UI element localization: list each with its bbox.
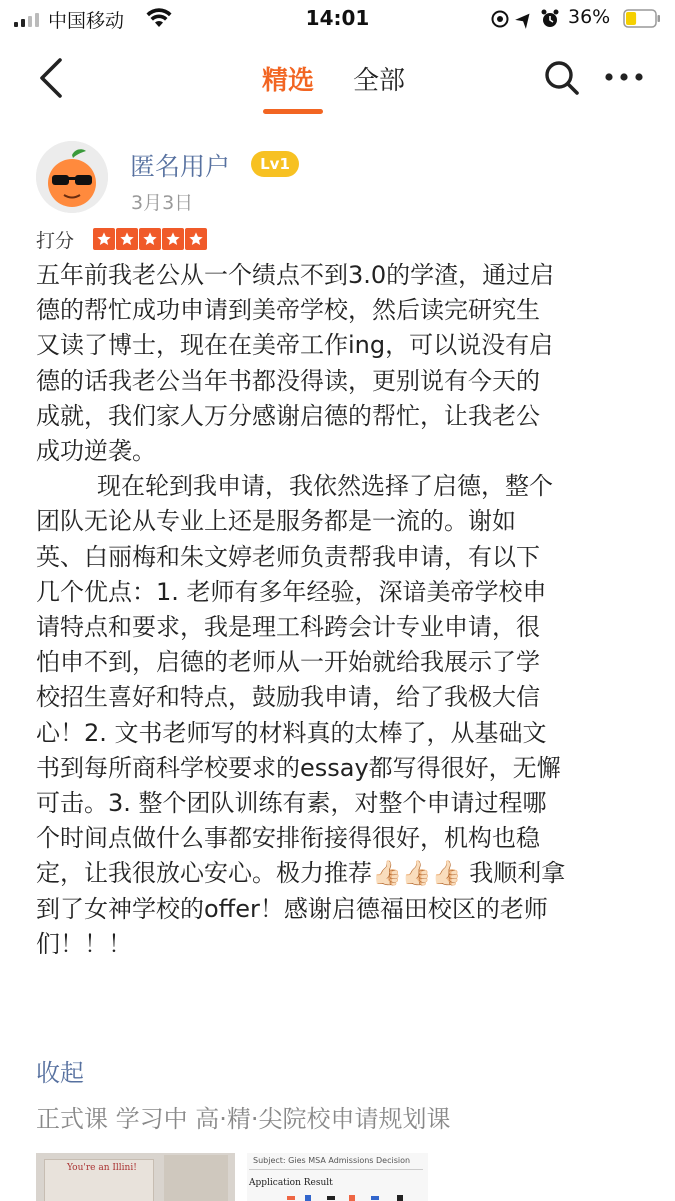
more-options-icon[interactable] [604, 70, 644, 84]
wifi-icon [146, 7, 172, 29]
photo-background [164, 1155, 228, 1201]
orange-mascot-icon [36, 141, 108, 213]
username[interactable]: 匿名用户 [130, 152, 231, 181]
search-icon[interactable] [540, 56, 582, 98]
tab-featured[interactable]: 精选 [262, 66, 315, 96]
cellular-signal-icon [14, 11, 42, 27]
divider [249, 1169, 423, 1170]
review-text: 五年前我老公从一个绩点不到3.0的学渣，通过启 德的帮忙成功申请到美帝学校，然后读完研究生 又读了博士，现在在美帝工作ing，可以说没有启 德的话我老公当年书都没得读，更别说有今天的 成就，我们家人万分感谢启德的帮忙，让我老公 成功逆袭。 现在轮到我申请，我依然选择了启德，整个 团队无论从专业上还是服务都是一流的。谢如 英、白丽梅和朱文婷老师负责帮我申请，有以下 几个优点：1. 老师有多年经验，深谙美帝学校申 请特点和要求，我是理工科跨会计专业申请，很 怕申不到，启德的老师从一开始就给我展示了学 校招生喜好和特点，鼓励我申请，给了我极大信 心！2. 文书老师写的材料真的太棒了，从基础文 书到每所商科学校要求的essay都写得很好，无懈 可击。3. 整个团队训练有素，对整个申请过程哪 个时间点做什么事都安排衔接得很好，机构也稳 定，让我很放心安心。极力推荐👍🏻👍🏻👍🏻 我顺利拿 到了女神学校的offer！感谢启德福田校区的老师 们！！！ [36, 261, 566, 958]
star-icon [93, 228, 115, 250]
confetti-graphic [287, 1195, 427, 1201]
status-bar [0, 0, 675, 38]
star-icon [185, 228, 207, 250]
carrier-name: 中国移动 [48, 10, 125, 32]
active-tab-indicator [263, 109, 323, 114]
review-photo[interactable] [36, 1153, 235, 1201]
back-arrow-icon[interactable] [32, 56, 72, 100]
level-badge: Lv1 [251, 151, 299, 177]
star-icon [162, 228, 184, 250]
rating-label: 打分 [36, 230, 75, 252]
status-indicators-icon [490, 8, 560, 30]
course-info: 正式课 学习中 高·精·尖院校申请规划课 [36, 1105, 451, 1133]
photo-email-subject: Subject: Gies MSA Admissions Decision [253, 1156, 411, 1165]
review-photo[interactable] [247, 1153, 428, 1201]
star-icon [116, 228, 138, 250]
photo-document [44, 1159, 154, 1201]
clock: 14:01 [305, 6, 370, 30]
star-icon [139, 228, 161, 250]
collapse-button[interactable]: 收起 [36, 1059, 84, 1087]
photo-email-heading: Application Result [249, 1178, 333, 1188]
battery-icon [623, 9, 661, 28]
nav-bar [0, 44, 675, 118]
photo-caption: You're an Illini! [67, 1163, 137, 1173]
star-rating [93, 228, 208, 250]
battery-percentage: 36% [568, 6, 611, 28]
review-date: 3月3日 [131, 192, 194, 214]
tab-all[interactable]: 全部 [353, 66, 406, 96]
avatar[interactable] [36, 141, 108, 213]
